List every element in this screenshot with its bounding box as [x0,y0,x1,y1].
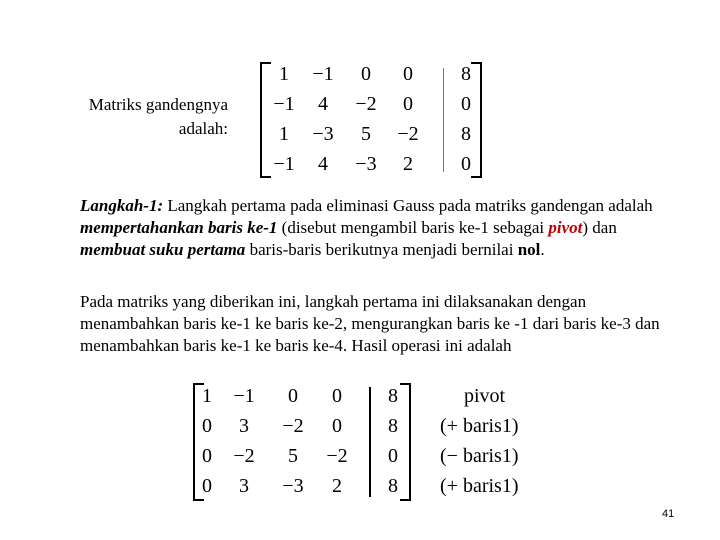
step1-title-italic: Langkah-1: [80,196,164,215]
matrix-cell: −1 [312,63,334,85]
matrix-cell: 8 [461,123,471,145]
page-number: 41 [662,508,675,520]
matrix-cell: 1 [202,385,212,407]
matrix-cell: −2 [355,93,377,115]
matrix-cell: 0 [332,385,342,407]
matrix-cell: −1 [273,153,295,175]
matrix-cell: 0 [461,93,471,115]
matrix-cell: 0 [403,63,413,85]
matrix-cell: 2 [403,153,413,175]
matrix-cell: −3 [312,123,334,145]
matrix-cell: 0 [202,445,212,467]
matrix-cell: 0 [403,93,413,115]
matrix-cell: −1 [273,93,295,115]
matrix-cell: 0 [288,385,298,407]
matrix-cell: −1 [233,385,255,407]
matrix-cell: 0 [202,475,212,497]
result-matrix [193,383,411,501]
matrix-cell: 0 [202,415,212,437]
row-operation-note: (− baris1) [440,445,519,467]
matrix-cell: 5 [288,445,298,467]
augmented-matrix [260,62,482,178]
matrix-cell: 4 [318,153,328,175]
step1-text-3: ) dan [582,218,617,237]
row-operation-note: (+ baris1) [440,415,519,437]
matrix-cell: 0 [361,63,371,85]
matrix-cell: 1 [279,63,289,85]
zero-word: nol [517,240,541,259]
matrix-cell: −2 [397,123,419,145]
matrix-cell: 3 [239,475,249,497]
matrix-cell: 5 [361,123,371,145]
matrix-cell: 4 [318,93,328,115]
intro-label: Matriks gandengnya adalah: [88,95,228,138]
matrix-cell: −2 [326,445,348,467]
matrix-cell: 8 [388,385,398,407]
matrix-cell: 8 [388,475,398,497]
matrix-cell: 8 [388,415,398,437]
pivot-word: pivot [548,218,583,237]
matrix-cell: 3 [239,415,249,437]
matrix-cell: 0 [388,445,398,467]
step1-text-1: Langkah pertama pada eliminasi Gauss pada matriks gandengan adalah [163,196,653,215]
row-operation-note: (+ baris1) [440,475,519,497]
matrix-cell: −2 [282,415,304,437]
step1-text-5: . [540,240,545,259]
pivot-note: pivot [464,385,506,407]
step1-detail-paragraph: Pada matriks yang diberikan ini, langkah pertama ini dilaksanakan dengan menambahkan baris ke-1 ke baris ke-2, mengurangkan baris ke -1 dari baris ke-3 dan menambahkan baris ke-1 ke baris ke-4. Hasil operasi ini adalah [80,292,660,355]
emphasis-keep-row1: mempertahankan baris ke-1 [80,218,278,237]
matrix-cell: −3 [282,475,304,497]
step1-text-4: baris-baris berikutnya menjadi bernilai [245,240,518,259]
row-operation-notes [440,383,550,501]
step1-paragraph [80,195,670,261]
matrix-cell: 2 [332,475,342,497]
augment-divider [443,68,444,172]
matrix-cell: 8 [461,63,471,85]
emphasis-first-term: membuat suku pertama [80,240,246,259]
matrix-cell: 0 [332,415,342,437]
matrix-cell: 1 [279,123,289,145]
matrix-cell: −2 [233,445,255,467]
matrix-cell: −3 [355,153,377,175]
step1-text-2: (disebut mengambil baris ke-1 sebagai [277,218,549,237]
matrix-cell: 0 [461,153,471,175]
augment-divider [369,387,371,497]
